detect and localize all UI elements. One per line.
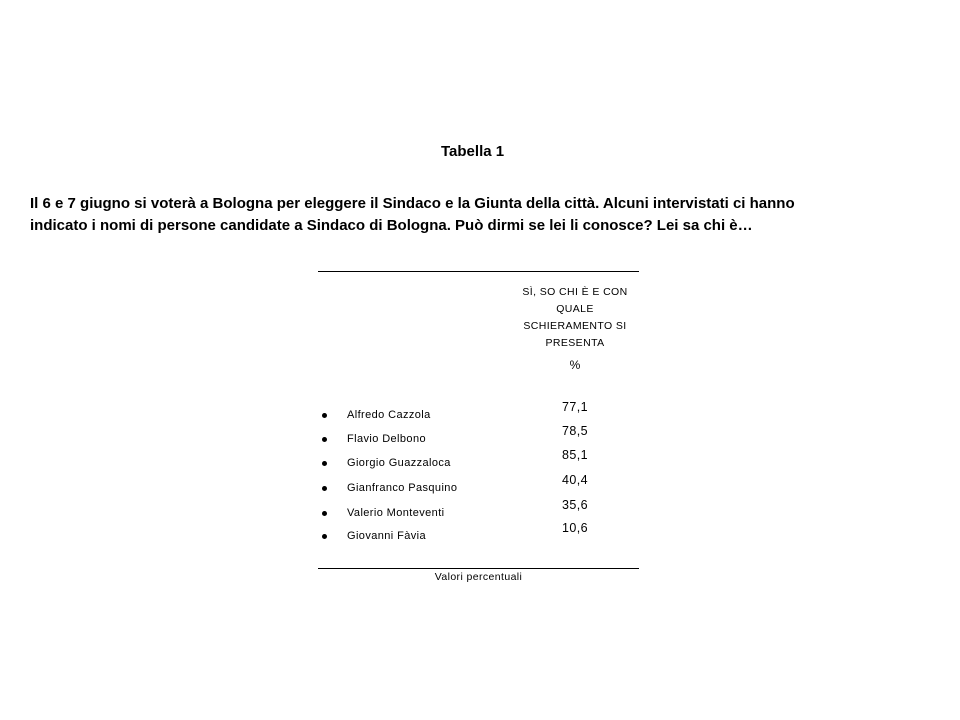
column-unit: % xyxy=(569,358,581,372)
percentage-value: 10,6 xyxy=(562,521,588,535)
percentage-value: 35,6 xyxy=(562,498,588,512)
table-row xyxy=(318,473,639,499)
percentage-value: 77,1 xyxy=(562,400,588,414)
table-row xyxy=(318,521,639,547)
table-bottom-rule xyxy=(318,568,639,569)
bullet-icon xyxy=(322,486,327,491)
candidate-name: Giovanni Fàvia xyxy=(347,530,426,542)
candidate-name: Giorgio Guazzaloca xyxy=(347,457,451,469)
intro-line: indicato i nomi di persone candidate a Sindaco di Bologna. Può dirmi se lei li conosce? Lei sa chi è… xyxy=(30,217,753,234)
candidate-name: Alfredo Cazzola xyxy=(347,409,431,421)
table-row xyxy=(318,400,639,426)
percentage-value: 78,5 xyxy=(562,424,588,438)
table-row xyxy=(318,424,639,450)
candidate-name: Gianfranco Pasquino xyxy=(347,482,458,494)
column-header-line: QUALE xyxy=(556,303,594,315)
table-footnote: Valori percentuali xyxy=(434,571,523,583)
intro-line: Il 6 e 7 giugno si voterà a Bologna per eleggere il Sindaco e la Giunta della città. Alcuni intervistati ci hanno xyxy=(30,195,795,212)
intro-text xyxy=(30,193,960,237)
candidate-name: Flavio Delbono xyxy=(347,433,426,445)
bullet-icon xyxy=(322,413,327,418)
column-header-line: SCHIERAMENTO SI xyxy=(523,320,627,332)
percentage-value: 85,1 xyxy=(562,448,588,462)
candidate-name: Valerio Monteventi xyxy=(347,507,445,519)
bullet-icon xyxy=(322,437,327,442)
bullet-icon xyxy=(322,534,327,539)
column-header-line: PRESENTA xyxy=(545,337,605,349)
table-top-rule xyxy=(318,271,639,272)
bullet-icon xyxy=(322,461,327,466)
column-header-line: SÌ, SO CHI È E CON xyxy=(522,286,628,298)
column-header xyxy=(507,284,643,352)
bullet-icon xyxy=(322,511,327,516)
table-title: Tabella 1 xyxy=(441,143,505,160)
table-row xyxy=(318,448,639,474)
percentage-value: 40,4 xyxy=(562,473,588,487)
